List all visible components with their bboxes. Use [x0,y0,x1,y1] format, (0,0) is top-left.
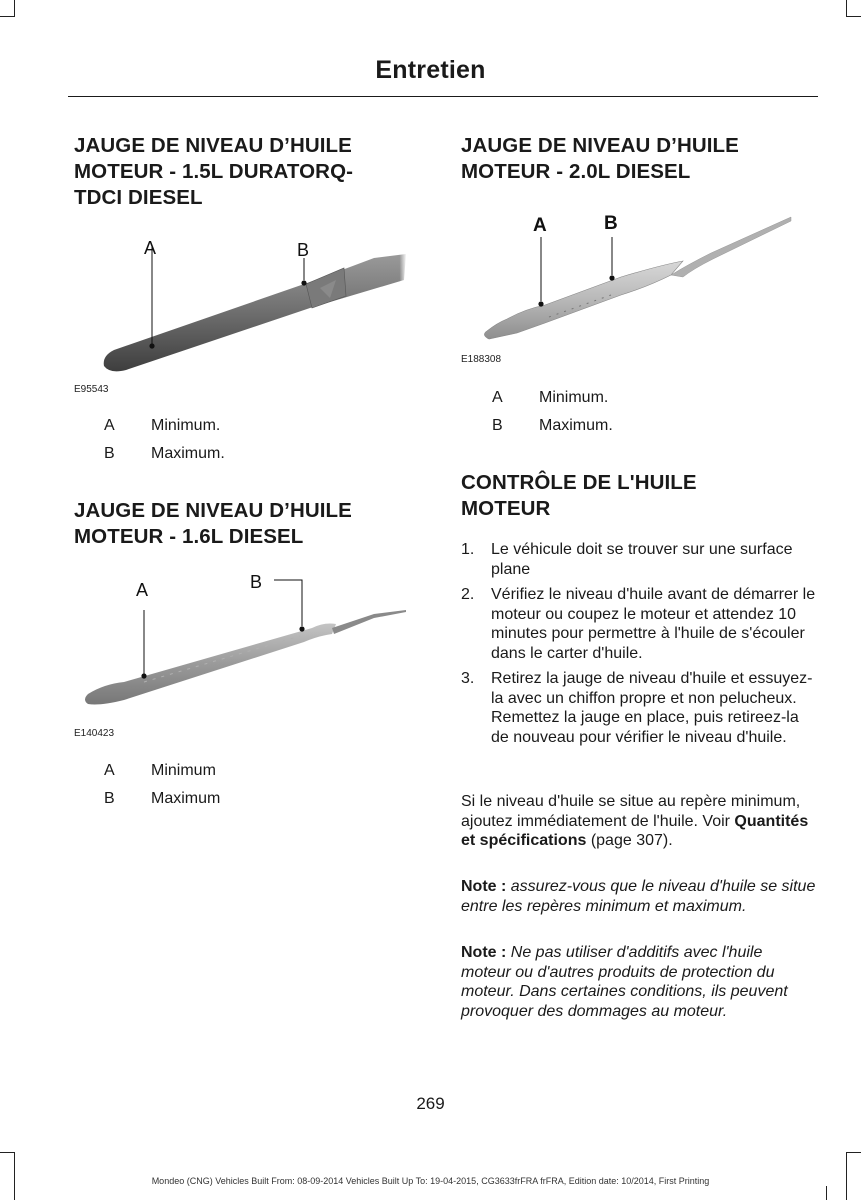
step-text: Le véhicule doit se trouver sur une surface plane [491,541,793,578]
crop-mark [0,1152,14,1153]
legend-value: Maximum. [539,417,613,434]
page-number: 269 [416,1094,445,1113]
page-reference: (page 307). [590,832,673,849]
heading-line: JAUGE DE NIVEAU D’HUILE [74,499,352,522]
legend-value: Minimum. [151,417,221,434]
heading-line: TDCI DIESEL [74,186,203,209]
callout-b: B [250,572,263,592]
heading-line: MOTEUR [461,497,551,520]
section-heading-1-5l [74,133,419,211]
legend-row [104,762,404,790]
legend-value: Maximum. [151,445,225,462]
heading-line: MOTEUR - 1.6L DIESEL [74,525,304,548]
callout-b: B [297,240,310,260]
crop-mark [826,1186,827,1200]
crop-mark [847,1152,861,1153]
heading-line: JAUGE DE NIVEAU D’HUILE [461,134,739,157]
note-1 [461,877,816,916]
figure-code: E140423 [74,728,115,739]
section-heading-2-0l [461,133,816,185]
section-heading-1-6l [74,498,419,550]
callout-a: A [533,215,547,236]
crop-mark [0,16,14,17]
legend-row [104,417,404,445]
legend-value: Minimum. [539,389,609,406]
step-text: Retirez la jauge de niveau d'huile et essuyez-la avec un chiffon propre et non pelucheux. Remettez la jauge en place, puis retireez-la de nouveau pour vérifier le niveau d'huile. [491,670,813,746]
legend-value: Minimum [151,762,216,779]
dipstick-figure-2-0l [461,205,801,370]
legend-value: Maximum [151,790,221,807]
step-text: Vérifiez le niveau d'huile avant de démarrer le moteur ou coupez le moteur et attendez 10 minutes pour permettre à l'huile de s'écouler dans le carter d'huile. [491,586,816,662]
cross-reference-link[interactable]: Quantités et spécifications [461,812,809,849]
list-item [461,669,816,747]
callout-a: A [136,580,149,600]
dipstick-figure-1-6l [74,570,406,720]
page-title: Entretien [375,56,486,84]
note-2 [461,943,816,1021]
header-rule [68,96,818,97]
crop-mark [14,0,15,17]
legend-1-5l [104,417,404,473]
step-number: 1. [461,541,475,558]
legend-row [104,790,404,818]
list-item [461,585,816,663]
heading-line: CONTRÔLE DE L'HUILE [461,471,697,494]
legend-1-6l [104,762,404,818]
list-item [461,540,816,579]
note-text: Ne pas utiliser d'additifs avec l'huile moteur ou d'autres produits de protection du moteur. Dans certaines conditions, ils peuvent provoquer des dommages au moteur. [461,944,788,1020]
callout-b: B [604,213,618,234]
section-heading-controle [461,470,816,522]
legend-key: B [104,445,115,462]
legend-row [104,445,404,473]
heading-line: JAUGE DE NIVEAU D’HUILE [74,134,352,157]
note-text: assurez-vous que le niveau d'huile se situe entre les repères minimum et maximum. [461,878,816,915]
callout-a: A [144,238,157,258]
note-label: Note : [461,944,507,961]
figure-code: E188308 [461,354,502,365]
note-label: Note : [461,878,507,895]
steps-list [461,540,816,753]
legend-key: A [492,389,503,406]
step-number: 3. [461,670,475,687]
heading-line: MOTEUR - 1.5L DURATORQ- [74,160,354,183]
legend-2-0l [492,389,792,445]
paragraph-text: Si le niveau d'huile se situe au repère minimum, ajoutez immédiatement de l'huile. Voir [461,793,801,830]
figure-code: E95543 [74,384,109,395]
oil-level-paragraph [461,792,816,851]
legend-row [492,389,792,417]
heading-line: MOTEUR - 2.0L DIESEL [461,160,691,183]
footer-edition-info: Mondeo (CNG) Vehicles Built From: 08-09-2014 Vehicles Built Up To: 19-04-2015, CG3633frFRA frFRA, Edition date: 10/2014, First Printing [151,1176,710,1186]
legend-key: B [104,790,115,807]
crop-mark [846,0,847,17]
step-number: 2. [461,586,475,603]
legend-key: A [104,417,115,434]
crop-mark [847,16,861,17]
legend-row [492,417,792,445]
legend-key: A [104,762,115,779]
legend-key: B [492,417,503,434]
dipstick-figure-1-5l [74,228,406,388]
